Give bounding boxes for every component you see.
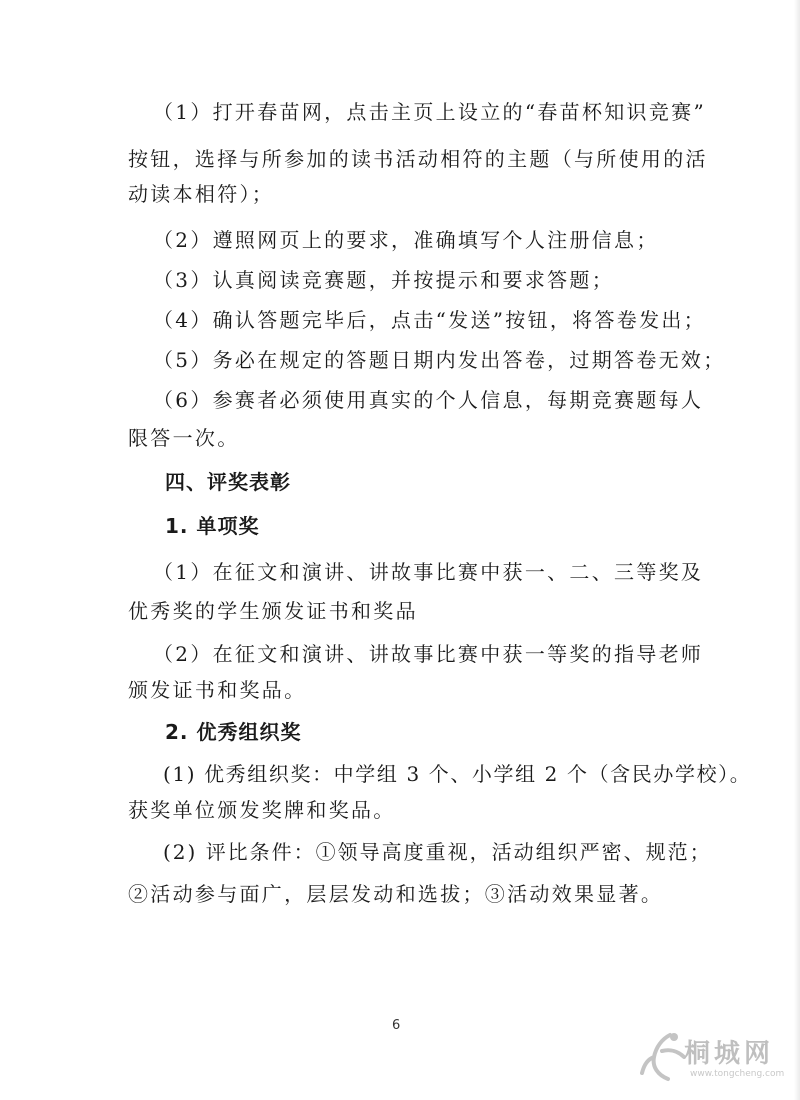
subsection-heading: 1. 单项奖: [165, 514, 260, 538]
text-line: ②活动参与面广，层层发动和选拔；③活动效果显著。: [128, 882, 664, 906]
runner-figure-icon: [640, 1029, 686, 1085]
text-line: 获奖单位颁发奖牌和奖品。: [128, 798, 396, 822]
text-line: （3）认真阅读竞赛题，并按提示和要求答题；: [153, 268, 615, 292]
watermark-text: 桐城网: [684, 1039, 775, 1069]
scan-edge-shadow: [794, 0, 800, 1100]
text-line: (1) 优秀组织奖：中学组 3 个、小学组 2 个（含民办学校）。: [163, 762, 752, 786]
text-line: （2）遵照网页上的要求，准确填写个人注册信息；: [153, 228, 659, 252]
page-number: 6: [392, 1018, 401, 1033]
text-line: （4）确认答题完毕后，点击“发送”按钮，将答卷发出；: [153, 308, 706, 332]
text-line: （1）在征文和演讲、讲故事比赛中获一、二、三等奖及: [153, 560, 704, 584]
watermark-url: www.tongcheng.com: [690, 1069, 785, 1079]
text-line: 动读本相符）；: [128, 182, 275, 206]
text-line: （6）参赛者必须使用真实的个人信息，每期竞赛题每人: [153, 388, 704, 412]
subsection-heading: 2. 优秀组织奖: [165, 720, 302, 744]
text-line: (2) 评比条件：①领导高度重视，活动组织严密、规范；: [163, 840, 712, 864]
text-line: （5）务必在规定的答题日期内发出答卷，过期答卷无效；: [153, 348, 726, 372]
text-line: 限答一次。: [128, 426, 240, 450]
text-line: （1）打开春苗网，点击主页上设立的“春苗杯知识竞赛”: [153, 100, 706, 124]
text-line: （2）在征文和演讲、讲故事比赛中获一等奖的指导老师: [153, 642, 704, 666]
watermark-logo: [640, 1025, 790, 1090]
text-line: 优秀奖的学生颁发证书和奖品: [128, 599, 418, 623]
text-line: 按钮，选择与所参加的读书活动相符的主题（与所使用的活: [128, 147, 708, 171]
text-line: 颁发证书和奖品。: [128, 678, 307, 702]
section-heading: 四、评奖表彰: [165, 470, 291, 494]
